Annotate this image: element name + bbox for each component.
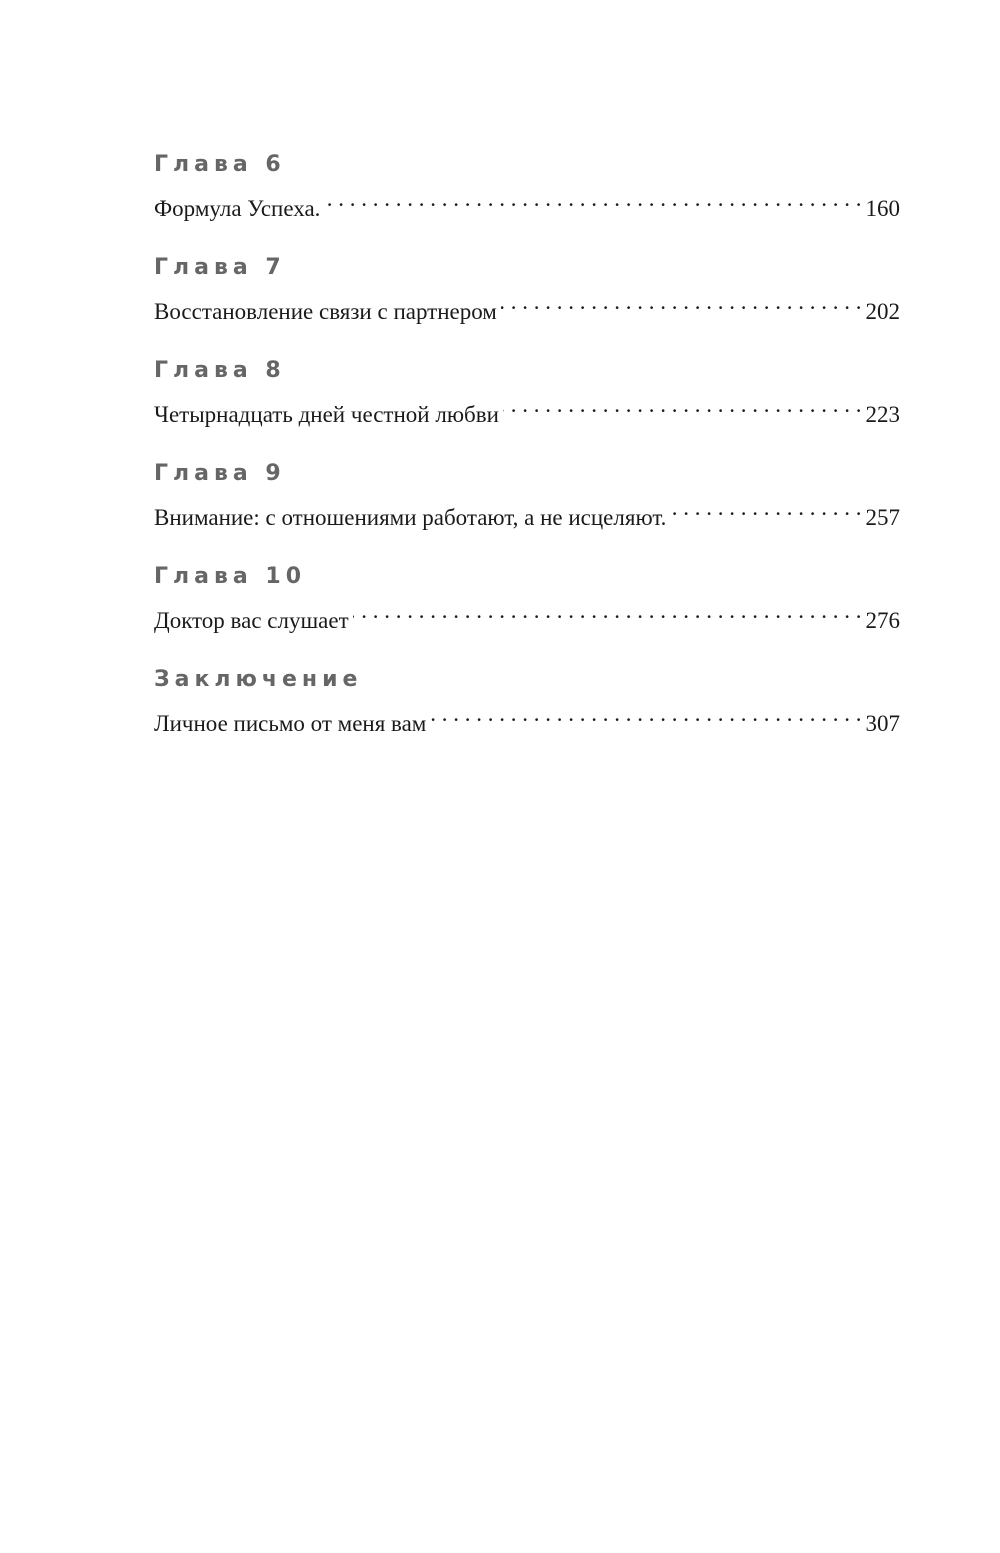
page-number: 257 (865, 505, 900, 530)
chapter-label: Глава 6 (154, 152, 286, 177)
dot-leader (501, 285, 862, 319)
toc-entry (154, 663, 900, 766)
dot-leader (430, 697, 861, 731)
toc-entry (154, 148, 900, 251)
chapter-title: Личное письмо от меня вам (154, 711, 427, 736)
toc-entry (154, 457, 900, 560)
toc-line (154, 697, 900, 736)
page-number: 307 (865, 711, 900, 736)
chapter-title: Доктор вас слушает (154, 608, 349, 633)
table-of-contents (154, 148, 900, 766)
chapter-label: Глава 7 (154, 255, 286, 280)
dot-leader (503, 388, 862, 422)
toc-line (154, 594, 900, 633)
dot-leader (324, 182, 861, 216)
chapter-label: Глава 8 (154, 358, 286, 383)
toc-entry (154, 251, 900, 354)
toc-entry (154, 354, 900, 457)
toc-line (154, 388, 900, 427)
page-number: 223 (865, 402, 900, 427)
page-number: 276 (865, 608, 900, 633)
chapter-label: Заключение (154, 667, 363, 692)
chapter-title: Четырнадцать дней честной любви (154, 402, 499, 427)
chapter-title: Внимание: с отношениями работают, а не исцеляют. (154, 505, 667, 530)
page-number: 202 (865, 299, 900, 324)
toc-line (154, 491, 900, 530)
chapter-title: Восстановление связи с партнером (154, 299, 497, 324)
dot-leader (353, 594, 862, 628)
toc-line (154, 285, 900, 324)
page-number: 160 (865, 196, 900, 221)
toc-entry (154, 560, 900, 663)
toc-line (154, 182, 900, 221)
chapter-title: Формула Успеха. (154, 196, 321, 221)
chapter-label: Глава 10 (154, 564, 307, 589)
dot-leader (670, 491, 861, 525)
chapter-label: Глава 9 (154, 461, 286, 486)
